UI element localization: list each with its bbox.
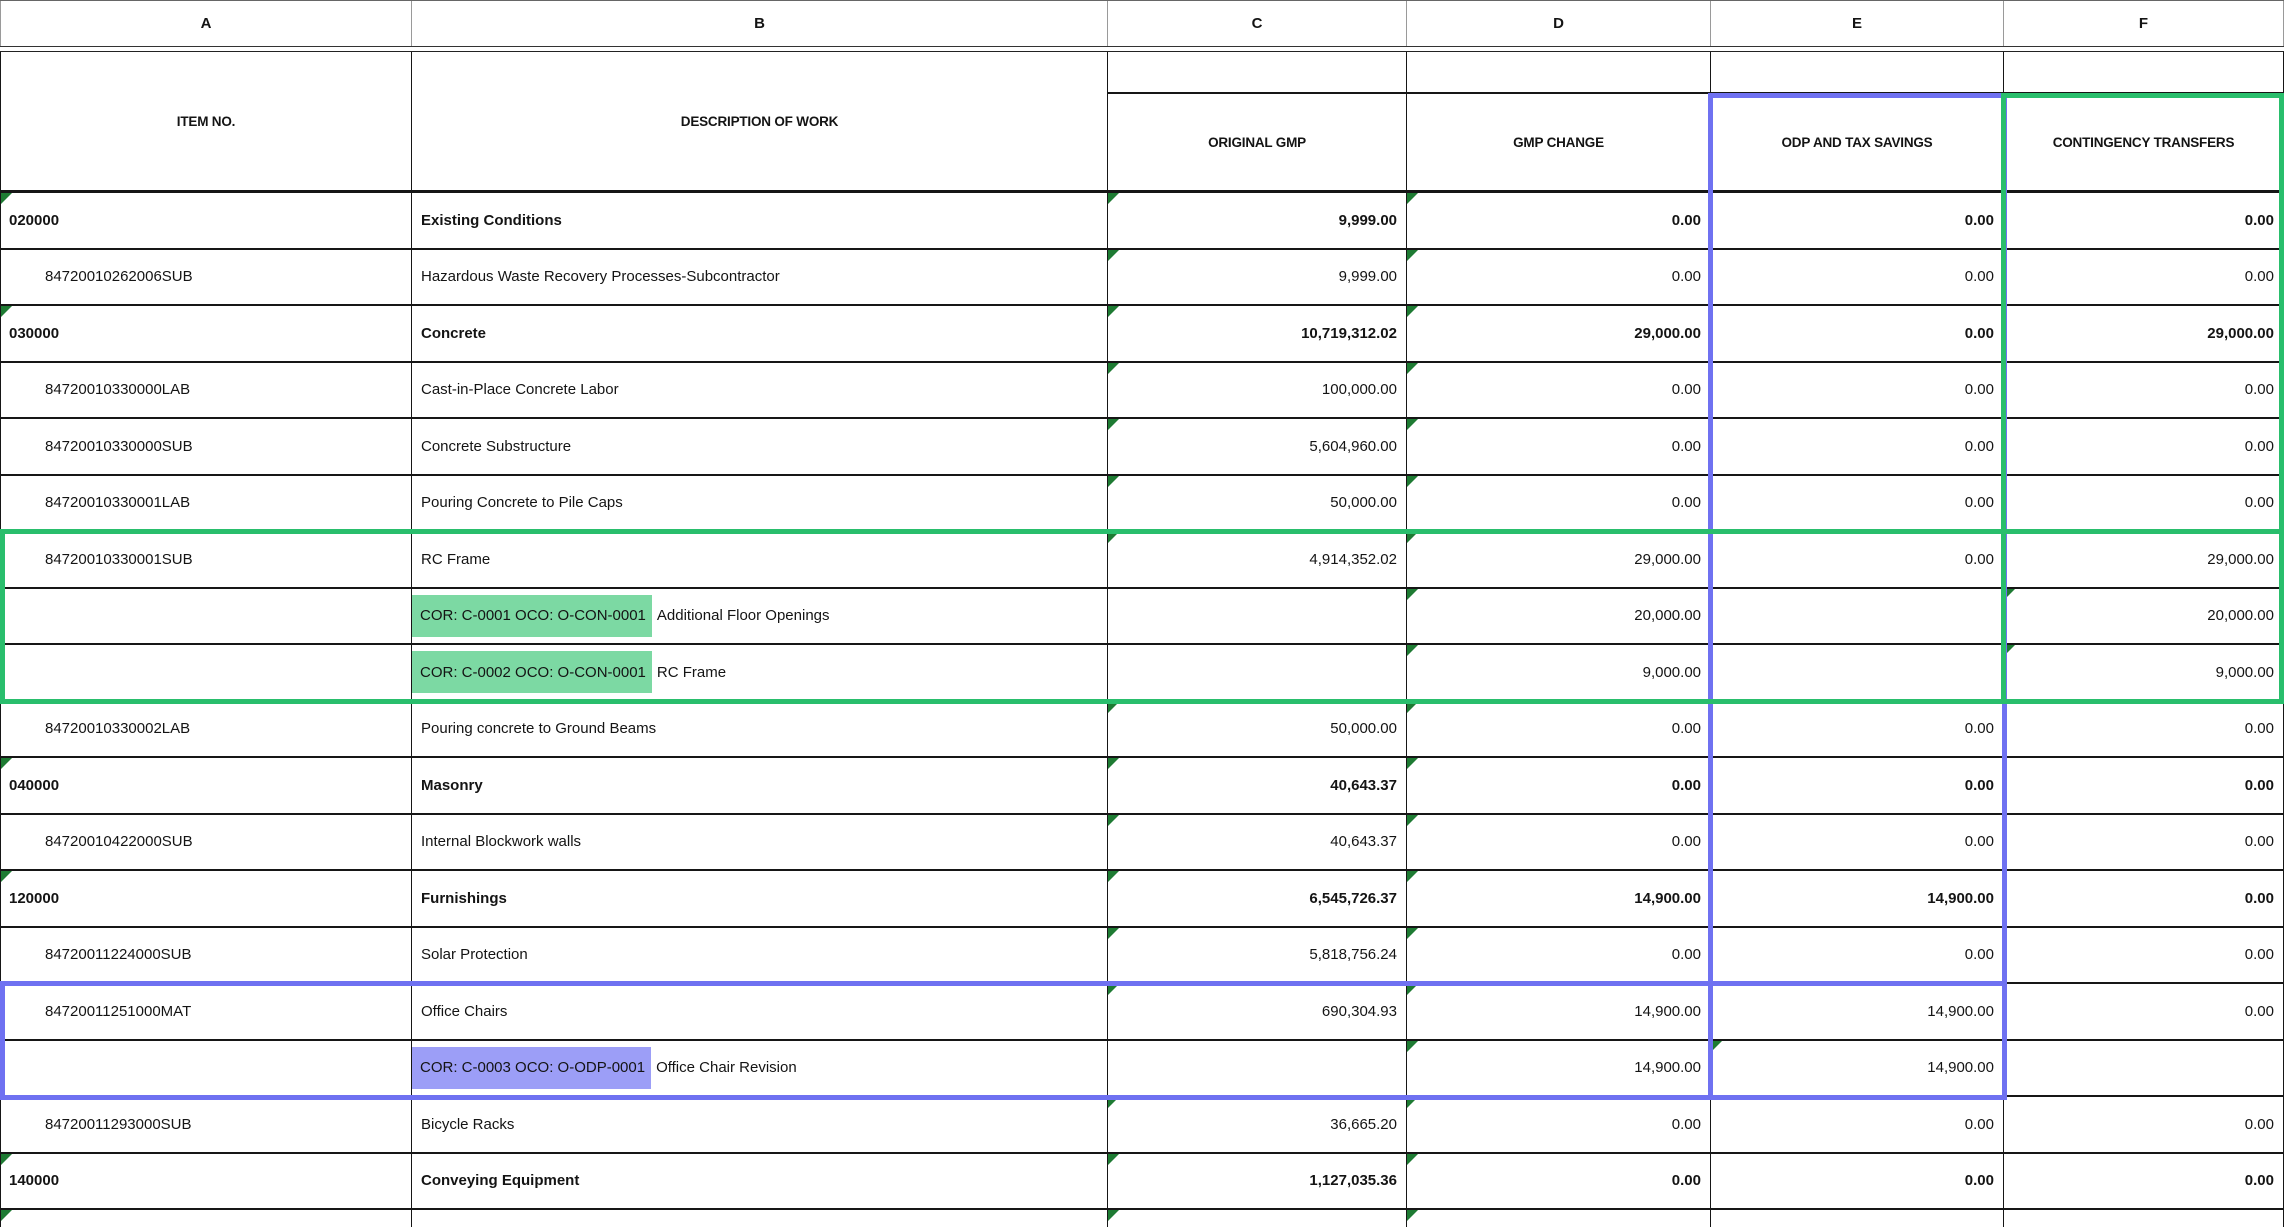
cell-indicator-icon [1, 871, 12, 882]
column-header-a[interactable]: A [0, 1, 412, 46]
cell-D8[interactable]: 20,000.00 [1407, 589, 1711, 644]
cell-A11[interactable]: 040000 [0, 758, 412, 813]
table-row-17 [0, 1097, 2284, 1154]
cor-tag-highlight: COR: C-0001 OCO: O-CON-0001 [412, 595, 652, 637]
rows [0, 193, 2284, 1227]
cor-description-text: RC Frame [656, 663, 727, 681]
cell-D17[interactable]: 0.00 [1407, 1097, 1711, 1152]
cell-F14[interactable]: 0.00 [2004, 928, 2284, 983]
cell-indicator-icon [1108, 928, 1119, 939]
cell-E17[interactable]: 0.00 [1711, 1097, 2004, 1152]
cell-A2[interactable]: 84720010262006SUB [0, 250, 412, 305]
cell-E6[interactable]: 0.00 [1711, 476, 2004, 531]
table-row-7 [0, 532, 2284, 589]
cell-B9[interactable] [412, 645, 1108, 700]
column-header-f[interactable]: F [2004, 1, 2284, 46]
table-row-10 [0, 702, 2284, 759]
cell-E8[interactable] [1711, 589, 2004, 644]
header-cell-item-no[interactable] [0, 52, 412, 190]
column-header-e[interactable]: E [1711, 1, 2004, 46]
cell-B13[interactable]: Furnishings [412, 871, 1108, 926]
cell-C6[interactable]: 50,000.00 [1108, 476, 1407, 531]
table-row-18 [0, 1154, 2284, 1211]
table-row-1 [0, 193, 2284, 250]
cell-C17[interactable]: 36,665.20 [1108, 1097, 1407, 1152]
cell-F10[interactable]: 0.00 [2004, 702, 2284, 757]
header-cell-contingency-transfers[interactable] [2004, 52, 2284, 190]
cell-A9[interactable] [0, 645, 412, 700]
cell-indicator-icon [1407, 193, 1418, 204]
cell-indicator-icon [1108, 758, 1119, 769]
cell-indicator-icon [1407, 250, 1418, 261]
cell-D10[interactable]: 0.00 [1407, 702, 1711, 757]
cell-D1[interactable]: 0.00 [1407, 193, 1711, 248]
cell-indicator-icon [1407, 758, 1418, 769]
cell-A1[interactable]: 020000 [0, 193, 412, 248]
cor-description-text: Office Chair Revision [656, 1059, 797, 1077]
cell-B11[interactable]: Masonry [412, 758, 1108, 813]
cell-A14[interactable]: 84720011224000SUB [0, 928, 412, 983]
cell-indicator-icon [1108, 815, 1119, 826]
table-row-11 [0, 758, 2284, 815]
cell-A15[interactable]: 84720011251000MAT [0, 984, 412, 1039]
cell-B19[interactable] [412, 1210, 1108, 1227]
table-row-3 [0, 306, 2284, 363]
cell-B14[interactable]: Solar Protection [412, 928, 1108, 983]
cell-B6[interactable]: Pouring Concrete to Pile Caps [412, 476, 1108, 531]
cor-tag-highlight: COR: C-0003 OCO: O-ODP-0001 [412, 1047, 651, 1089]
cell-B17[interactable]: Bicycle Racks [412, 1097, 1108, 1152]
cell-A18[interactable]: 140000 [0, 1154, 412, 1209]
cell-indicator-icon [1407, 871, 1418, 882]
cell-B1[interactable]: Existing Conditions [412, 193, 1108, 248]
cell-C10[interactable]: 50,000.00 [1108, 702, 1407, 757]
cell-C15[interactable]: 690,304.93 [1108, 984, 1407, 1039]
cell-indicator-icon [1, 193, 12, 204]
cell-F6[interactable]: 0.00 [2004, 476, 2284, 531]
cell-indicator-icon [2004, 589, 2015, 600]
header-cell-gmp-change[interactable] [1407, 52, 1711, 190]
cell-indicator-icon [1407, 645, 1418, 656]
cell-B5[interactable]: Concrete Substructure [412, 419, 1108, 474]
cell-indicator-icon [1, 306, 12, 317]
cell-indicator-icon [1407, 984, 1418, 995]
cell-indicator-icon [1108, 984, 1119, 995]
cell-A4[interactable]: 84720010330000LAB [0, 363, 412, 418]
cell-E15[interactable]: 14,900.00 [1711, 984, 2004, 1039]
header-empty-cell-f[interactable] [2004, 52, 2283, 94]
header-cell-original-gmp[interactable] [1108, 52, 1407, 190]
header-cell-odp-tax-savings[interactable] [1711, 52, 2004, 190]
cell-indicator-icon [1407, 1154, 1418, 1165]
cell-C4[interactable]: 100,000.00 [1108, 363, 1407, 418]
cell-C1[interactable]: 9,999.00 [1108, 193, 1407, 248]
cell-E11[interactable]: 0.00 [1711, 758, 2004, 813]
cell-C12[interactable]: 40,643.37 [1108, 815, 1407, 870]
cell-indicator-icon [1, 758, 12, 769]
cell-F5[interactable]: 0.00 [2004, 419, 2284, 474]
cell-indicator-icon [1407, 1041, 1418, 1052]
table-row-4 [0, 363, 2284, 420]
cell-indicator-icon [1407, 702, 1418, 713]
header-label-gmp-change: GMP CHANGE [1513, 134, 1604, 150]
cell-indicator-icon [1108, 532, 1119, 543]
cell-F18[interactable]: 0.00 [2004, 1154, 2284, 1209]
cell-B12[interactable]: Internal Blockwork walls [412, 815, 1108, 870]
header-label-odp-tax-savings: ODP AND TAX SAVINGS [1781, 134, 1933, 150]
header-empty-cell-c[interactable] [1108, 52, 1406, 94]
cell-indicator-icon [1407, 306, 1418, 317]
cell-F13[interactable]: 0.00 [2004, 871, 2284, 926]
column-letters-row [0, 0, 2284, 47]
cell-A5[interactable]: 84720010330000SUB [0, 419, 412, 474]
cell-B7[interactable]: RC Frame [412, 532, 1108, 587]
cell-D14[interactable]: 0.00 [1407, 928, 1711, 983]
cell-indicator-icon [1108, 306, 1119, 317]
cell-E3[interactable]: 0.00 [1711, 306, 2004, 361]
cell-indicator-icon [1407, 1097, 1418, 1108]
cell-F11[interactable]: 0.00 [2004, 758, 2284, 813]
cell-B3[interactable]: Concrete [412, 306, 1108, 361]
cell-C18[interactable]: 1,127,035.36 [1108, 1154, 1407, 1209]
cell-A12[interactable]: 84720010422000SUB [0, 815, 412, 870]
cell-indicator-icon [1, 1154, 12, 1165]
cell-B8[interactable] [412, 589, 1108, 644]
cell-A10[interactable]: 84720010330002LAB [0, 702, 412, 757]
cell-C3[interactable]: 10,719,312.02 [1108, 306, 1407, 361]
cell-F15[interactable]: 0.00 [2004, 984, 2284, 1039]
cell-C14[interactable]: 5,818,756.24 [1108, 928, 1407, 983]
header-cell-description[interactable] [412, 52, 1108, 190]
cell-indicator-icon [1407, 476, 1418, 487]
cell-B2[interactable]: Hazardous Waste Recovery Processes-Subcontractor [412, 250, 1108, 305]
cell-D5[interactable]: 0.00 [1407, 419, 1711, 474]
header-label-item-no: ITEM NO. [176, 113, 236, 129]
cell-indicator-icon [1711, 1041, 1722, 1052]
table-row-partial [0, 1210, 2284, 1227]
cell-C11[interactable]: 40,643.37 [1108, 758, 1407, 813]
cell-D18[interactable]: 0.00 [1407, 1154, 1711, 1209]
cell-E16[interactable]: 14,900.00 [1711, 1041, 2004, 1096]
cell-C5[interactable]: 5,604,960.00 [1108, 419, 1407, 474]
cell-E4[interactable]: 0.00 [1711, 363, 2004, 418]
table-row-9 [0, 645, 2284, 702]
cell-D3[interactable]: 29,000.00 [1407, 306, 1711, 361]
cell-indicator-icon [1407, 928, 1418, 939]
cell-B10[interactable]: Pouring concrete to Ground Beams [412, 702, 1108, 757]
cell-D15[interactable]: 14,900.00 [1407, 984, 1711, 1039]
cell-E5[interactable]: 0.00 [1711, 419, 2004, 474]
cell-E7[interactable]: 0.00 [1711, 532, 2004, 587]
table-row-8 [0, 589, 2284, 646]
cell-B15[interactable]: Office Chairs [412, 984, 1108, 1039]
cell-F8[interactable]: 20,000.00 [2004, 589, 2284, 644]
cell-E19[interactable] [1711, 1210, 2004, 1227]
table-row-5 [0, 419, 2284, 476]
cell-indicator-icon [1108, 476, 1119, 487]
table-row-2 [0, 250, 2284, 307]
cell-indicator-icon [1407, 1210, 1418, 1221]
header-label-description: DESCRIPTION OF WORK [680, 113, 839, 129]
cell-B18[interactable]: Conveying Equipment [412, 1154, 1108, 1209]
cell-D9[interactable]: 9,000.00 [1407, 645, 1711, 700]
cell-C2[interactable]: 9,999.00 [1108, 250, 1407, 305]
cell-B16[interactable] [412, 1041, 1108, 1096]
cell-C19[interactable] [1108, 1210, 1407, 1227]
cell-A13[interactable]: 120000 [0, 871, 412, 926]
cell-C8[interactable] [1108, 589, 1407, 644]
header-label-original-gmp: ORIGINAL GMP [1208, 134, 1306, 150]
cell-D2[interactable]: 0.00 [1407, 250, 1711, 305]
cor-description-text: Additional Floor Openings [656, 607, 830, 625]
cell-C13[interactable]: 6,545,726.37 [1108, 871, 1407, 926]
cell-indicator-icon [1, 1210, 12, 1221]
cell-A17[interactable]: 84720011293000SUB [0, 1097, 412, 1152]
cell-F9[interactable]: 9,000.00 [2004, 645, 2284, 700]
cell-A6[interactable]: 84720010330001LAB [0, 476, 412, 531]
cell-F17[interactable]: 0.00 [2004, 1097, 2284, 1152]
cell-A19[interactable] [0, 1210, 412, 1227]
cell-F12[interactable]: 0.00 [2004, 815, 2284, 870]
cell-C9[interactable] [1108, 645, 1407, 700]
cell-D7[interactable]: 29,000.00 [1407, 532, 1711, 587]
header-empty-cell-e[interactable] [1711, 52, 2003, 94]
cell-F1[interactable]: 0.00 [2004, 193, 2284, 248]
cell-indicator-icon [1108, 363, 1119, 374]
cell-F4[interactable]: 0.00 [2004, 363, 2284, 418]
table-row-16 [0, 1041, 2284, 1098]
cell-A7[interactable]: 84720010330001SUB [0, 532, 412, 587]
cell-D4[interactable]: 0.00 [1407, 363, 1711, 418]
cell-C16[interactable] [1108, 1041, 1407, 1096]
table-row-15 [0, 984, 2284, 1041]
cell-D12[interactable]: 0.00 [1407, 815, 1711, 870]
header-empty-cell-d[interactable] [1407, 52, 1710, 94]
cell-indicator-icon [1108, 193, 1119, 204]
cell-indicator-icon [1108, 419, 1119, 430]
cell-indicator-icon [2004, 645, 2015, 656]
cell-F2[interactable]: 0.00 [2004, 250, 2284, 305]
table-row-13 [0, 871, 2284, 928]
cell-indicator-icon [1407, 363, 1418, 374]
cell-E14[interactable]: 0.00 [1711, 928, 2004, 983]
column-header-b[interactable]: B [412, 1, 1108, 46]
cell-A16[interactable] [0, 1041, 412, 1096]
cell-F7[interactable]: 29,000.00 [2004, 532, 2284, 587]
cell-indicator-icon [1108, 702, 1119, 713]
cell-D16[interactable]: 14,900.00 [1407, 1041, 1711, 1096]
cell-indicator-icon [1407, 532, 1418, 543]
cell-F19[interactable] [2004, 1210, 2284, 1227]
cell-A8[interactable] [0, 589, 412, 644]
cell-B4[interactable]: Cast-in-Place Concrete Labor [412, 363, 1108, 418]
cell-D13[interactable]: 14,900.00 [1407, 871, 1711, 926]
cell-E1[interactable]: 0.00 [1711, 193, 2004, 248]
cell-A3[interactable]: 030000 [0, 306, 412, 361]
cell-E10[interactable]: 0.00 [1711, 702, 2004, 757]
cell-indicator-icon [1407, 589, 1418, 600]
table-header-row [0, 52, 2284, 193]
table-row-14 [0, 928, 2284, 985]
cell-C7[interactable]: 4,914,352.02 [1108, 532, 1407, 587]
header-label-contingency-transfers: CONTINGENCY TRANSFERS [2052, 134, 2235, 150]
cell-indicator-icon [1108, 1154, 1119, 1165]
cell-indicator-icon [1108, 871, 1119, 882]
table-row-6 [0, 476, 2284, 533]
cell-F16[interactable] [2004, 1041, 2284, 1096]
cell-E18[interactable]: 0.00 [1711, 1154, 2004, 1209]
cell-indicator-icon [1108, 250, 1119, 261]
cell-E9[interactable] [1711, 645, 2004, 700]
column-header-c[interactable]: C [1108, 1, 1407, 46]
cell-D6[interactable]: 0.00 [1407, 476, 1711, 531]
cell-indicator-icon [1108, 1210, 1119, 1221]
cell-D19[interactable] [1407, 1210, 1711, 1227]
cell-D11[interactable]: 0.00 [1407, 758, 1711, 813]
cell-indicator-icon [1407, 419, 1418, 430]
table-row-12 [0, 815, 2284, 872]
cell-F3[interactable]: 29,000.00 [2004, 306, 2284, 361]
cell-indicator-icon [1108, 1097, 1119, 1108]
cor-tag-highlight: COR: C-0002 OCO: O-CON-0001 [412, 651, 652, 693]
cell-E12[interactable]: 0.00 [1711, 815, 2004, 870]
cell-E2[interactable]: 0.00 [1711, 250, 2004, 305]
cell-E13[interactable]: 14,900.00 [1711, 871, 2004, 926]
column-header-d[interactable]: D [1407, 1, 1711, 46]
cell-indicator-icon [1407, 815, 1418, 826]
